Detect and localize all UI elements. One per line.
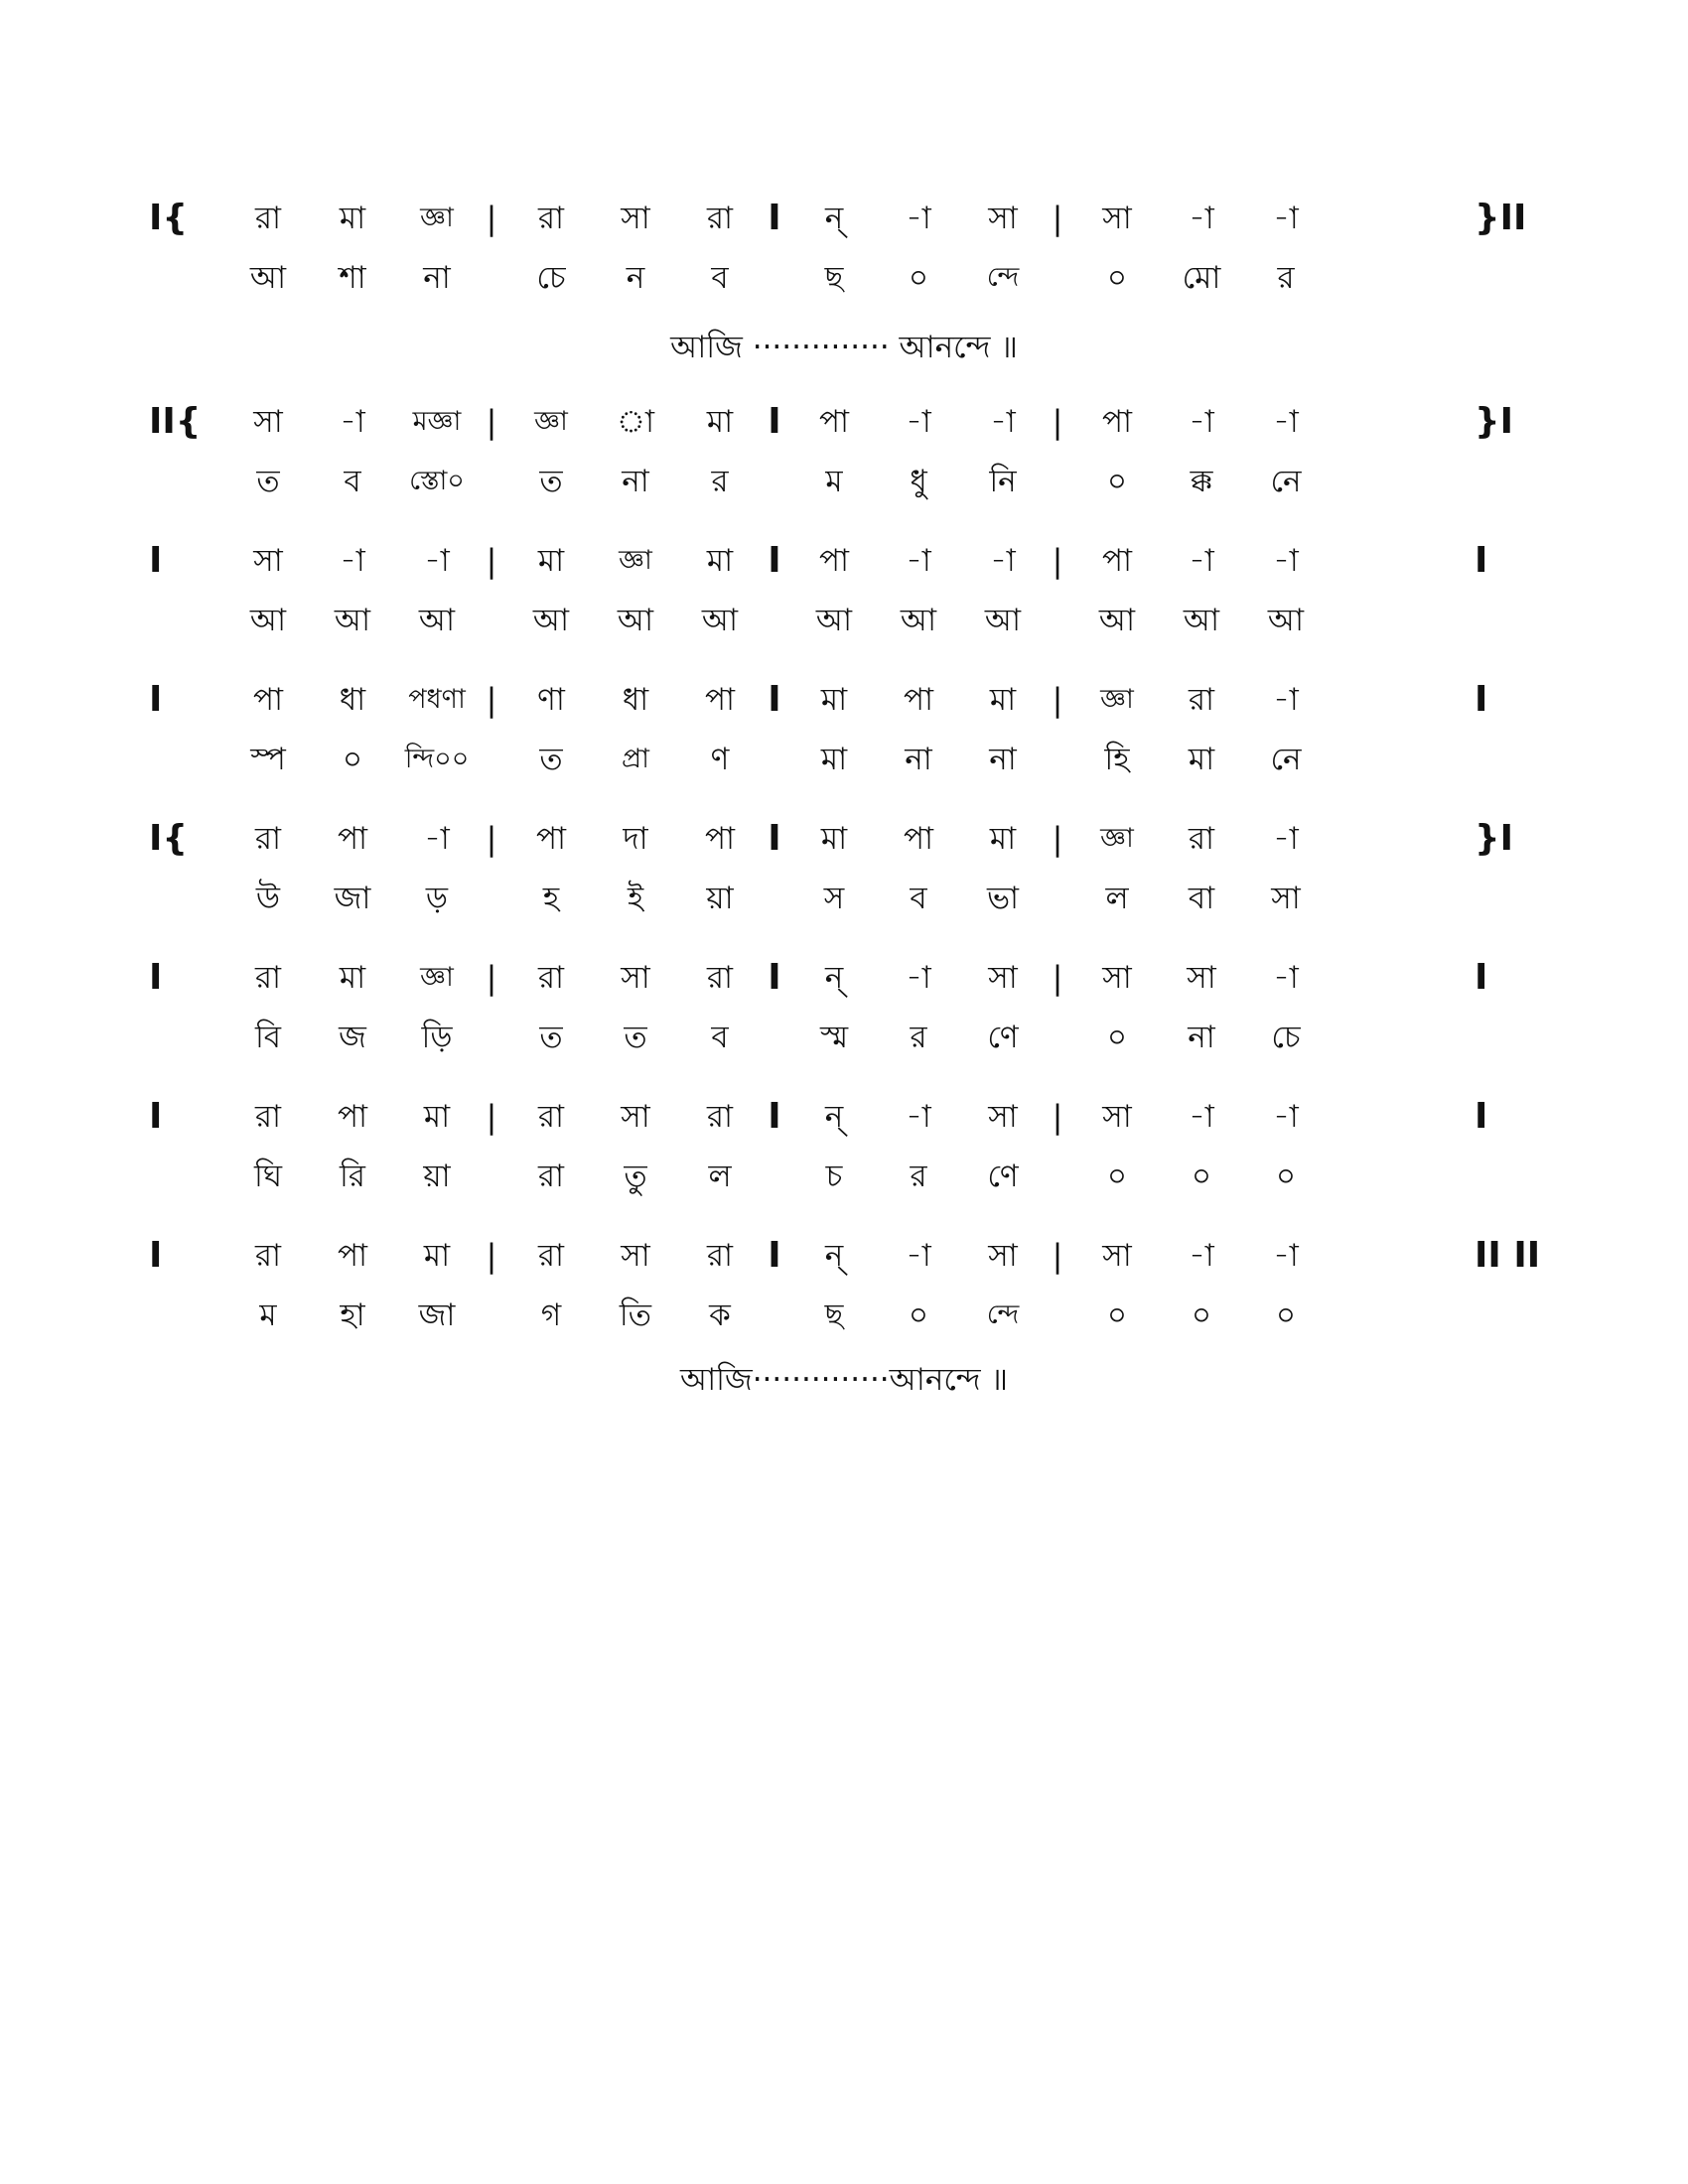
swara-note: -া xyxy=(906,201,931,236)
swara-note: পা xyxy=(818,543,850,579)
swara-note: -া xyxy=(990,404,1016,440)
lyric-syllable: ঘি xyxy=(253,1159,283,1194)
lyric-syllable: ০ xyxy=(1106,464,1128,499)
swara-note: সা xyxy=(988,1099,1018,1135)
lyric-syllable: হ xyxy=(542,881,560,916)
swara-note: -া xyxy=(424,821,450,857)
swara-note: -া xyxy=(906,1099,931,1135)
swara-note: সা xyxy=(253,543,283,579)
swara-note: -া xyxy=(1273,1099,1299,1135)
notation-system-8 xyxy=(149,1226,1539,1345)
swara-note: রা xyxy=(537,960,565,996)
lyric-syllable: য়া xyxy=(423,1159,451,1194)
lyric-row xyxy=(149,591,1539,650)
barline: I xyxy=(768,198,781,238)
lyric-syllable: বা xyxy=(1188,881,1215,916)
swara-note: রা xyxy=(537,1238,565,1274)
barline: I xyxy=(768,540,781,581)
swara-note: রা xyxy=(706,1099,734,1135)
swara-note: রা xyxy=(706,1238,734,1274)
barline: | xyxy=(486,200,497,237)
lyric-syllable: ০ xyxy=(1106,1020,1128,1055)
lyric-syllable: গ xyxy=(540,1297,562,1333)
left-barline-mark: I{ xyxy=(149,818,189,859)
barline: | xyxy=(1052,1237,1063,1275)
barline: | xyxy=(1052,200,1063,237)
lyric-syllable: আ xyxy=(249,260,287,296)
lyric-syllable: ই xyxy=(627,881,644,916)
swara-row xyxy=(149,1226,1539,1286)
lyric-syllable: না xyxy=(905,742,932,777)
swara-note: পা xyxy=(337,821,368,857)
swara-note: মা xyxy=(423,1099,451,1135)
swara-note: -া xyxy=(1273,404,1299,440)
lyric-syllable: ত xyxy=(256,464,280,499)
swara-note: ন্ xyxy=(824,1238,844,1274)
swara-note: রা xyxy=(706,201,734,236)
swara-note: পা xyxy=(252,682,284,718)
lyric-row xyxy=(149,452,1539,511)
lyric-syllable: ০ xyxy=(1191,1159,1212,1194)
notation-system-1 xyxy=(149,189,1539,308)
lyric-syllable: আ xyxy=(815,603,853,638)
lyric-syllable: ব xyxy=(711,260,729,296)
lyric-syllable: ন্দে xyxy=(986,262,1020,293)
lyric-syllable: ন্দে xyxy=(986,1299,1020,1330)
lyric-syllable: ০ xyxy=(1275,1297,1297,1333)
lyric-syllable: ণ xyxy=(710,742,730,777)
swara-note: মা xyxy=(537,543,565,579)
swara-note: -া xyxy=(1189,201,1214,236)
swara-note: রা xyxy=(254,821,282,857)
lyric-syllable: মা xyxy=(1188,742,1215,777)
swara-note: পা xyxy=(1101,543,1133,579)
left-barline-mark: I{ xyxy=(149,198,189,238)
swara-note: জ্ঞা xyxy=(1100,823,1134,854)
lyric-syllable: চে xyxy=(1271,1020,1301,1055)
swara-row xyxy=(149,670,1539,730)
lyric-syllable: রা xyxy=(537,1159,565,1194)
barline: I xyxy=(768,957,781,998)
notation-system-3 xyxy=(149,531,1539,650)
swara-note: সা xyxy=(253,404,283,440)
swara-note: পা xyxy=(337,1238,368,1274)
lyric-syllable: হি xyxy=(1104,742,1130,777)
lyric-syllable: আ xyxy=(617,603,654,638)
lyric-syllable: ব xyxy=(344,464,361,499)
right-barline-mark: I xyxy=(1475,957,1488,998)
lyric-syllable: নি xyxy=(989,464,1017,499)
lyric-syllable: য়া xyxy=(706,881,734,916)
lyric-syllable: চে xyxy=(536,260,566,296)
lyric-row xyxy=(149,1286,1539,1345)
swara-note: রা xyxy=(1188,682,1215,718)
lyric-row xyxy=(149,248,1539,308)
swara-note: সা xyxy=(988,1238,1018,1274)
swara-note: ধা xyxy=(622,682,649,718)
lyric-syllable: ল xyxy=(1105,881,1129,916)
lyric-syllable: ন্দি০০ xyxy=(404,744,470,774)
swara-note: -া xyxy=(340,543,365,579)
lyric-row xyxy=(149,730,1539,789)
swara-note: সা xyxy=(621,960,650,996)
barline: | xyxy=(486,681,497,719)
lyric-syllable: আ xyxy=(1267,603,1305,638)
lyric-syllable: ছ xyxy=(824,1297,844,1333)
lyric-syllable: স্ম xyxy=(819,1020,849,1055)
lyric-syllable: ০ xyxy=(342,742,363,777)
barline: | xyxy=(486,403,497,441)
lyric-syllable: জ xyxy=(339,1020,366,1055)
lyric-syllable: ত xyxy=(624,1020,647,1055)
swara-note: -া xyxy=(1189,1099,1214,1135)
barline: | xyxy=(486,1098,497,1136)
lyric-syllable: নে xyxy=(1270,464,1302,499)
lyric-syllable: ০ xyxy=(1275,1159,1297,1194)
left-barline-mark: I xyxy=(149,957,163,998)
swara-note: রা xyxy=(254,201,282,236)
barline: | xyxy=(486,1237,497,1275)
swara-note: -া xyxy=(1273,821,1299,857)
barline: | xyxy=(1052,959,1063,997)
lyric-syllable: ম xyxy=(259,1297,277,1333)
left-barline-mark: I xyxy=(149,1096,163,1137)
lyric-syllable: আ xyxy=(532,603,570,638)
lyric-syllable: আ xyxy=(1183,603,1220,638)
swara-note: জ্ঞা xyxy=(420,962,454,993)
swara-note: -া xyxy=(1189,543,1214,579)
swara-row xyxy=(149,189,1539,248)
swara-row xyxy=(149,392,1539,452)
swara-note: পা xyxy=(704,821,736,857)
notation-system-4 xyxy=(149,670,1539,789)
swara-note: -া xyxy=(1273,201,1299,236)
swara-note: া xyxy=(616,404,654,440)
lyric-syllable: মা xyxy=(820,742,848,777)
swara-note: মা xyxy=(989,682,1017,718)
swara-note: ণা xyxy=(537,682,565,718)
swara-note: জ্ঞা xyxy=(534,406,568,437)
lyric-syllable: আ xyxy=(334,603,371,638)
swara-row xyxy=(149,531,1539,591)
swara-note: -া xyxy=(906,404,931,440)
swara-note: রা xyxy=(254,1099,282,1135)
swara-note: রা xyxy=(537,201,565,236)
lyric-syllable: র xyxy=(1277,260,1295,296)
lyric-syllable: উ xyxy=(255,881,281,916)
lyric-syllable: প্রা xyxy=(622,744,649,774)
swara-row xyxy=(149,809,1539,869)
lyric-syllable: ল xyxy=(708,1159,732,1194)
lyric-syllable: ম xyxy=(825,464,843,499)
lyric-syllable: র xyxy=(711,464,729,499)
right-barline-mark: I xyxy=(1475,1096,1488,1137)
notation-system-6 xyxy=(149,948,1539,1067)
swara-note: সা xyxy=(621,1099,650,1135)
barline: I xyxy=(768,818,781,859)
swara-note: পা xyxy=(1101,404,1133,440)
left-barline-mark: I xyxy=(149,540,163,581)
swara-note: রা xyxy=(706,960,734,996)
lyric-syllable: আ xyxy=(249,603,287,638)
lyric-syllable: আ xyxy=(900,603,937,638)
lyric-syllable: ণে xyxy=(987,1020,1019,1055)
barline: | xyxy=(486,820,497,858)
lyric-syllable: না xyxy=(1188,1020,1215,1055)
left-barline-mark: I xyxy=(149,1235,163,1276)
swara-note: সা xyxy=(1102,201,1132,236)
swara-note: ন্ xyxy=(824,1099,844,1135)
lyric-syllable: চ xyxy=(825,1159,843,1194)
barline: I xyxy=(768,1096,781,1137)
lyric-syllable: আ xyxy=(984,603,1022,638)
swara-note: ন্ xyxy=(824,201,844,236)
swara-note: মা xyxy=(339,201,366,236)
lyric-syllable: ড় xyxy=(425,881,449,916)
right-barline-mark: }I xyxy=(1475,401,1514,442)
lyric-syllable: ত xyxy=(539,742,563,777)
lyric-syllable: না xyxy=(423,260,451,296)
swara-note: ধা xyxy=(339,682,366,718)
lyric-syllable: ০ xyxy=(1106,1159,1128,1194)
refrain-line-2: আজি··············আনন্দে ॥ xyxy=(679,1362,1009,1398)
swara-note: জ্ঞা xyxy=(1100,684,1134,715)
lyric-syllable: জা xyxy=(334,881,371,916)
lyric-syllable: ছ xyxy=(824,260,844,296)
barline: I xyxy=(768,401,781,442)
swara-note: -া xyxy=(1273,682,1299,718)
lyric-syllable: ০ xyxy=(1106,260,1128,296)
swara-note: -া xyxy=(1273,543,1299,579)
barline: | xyxy=(486,542,497,580)
swara-note: পা xyxy=(818,404,850,440)
lyric-syllable: ভা xyxy=(986,881,1020,916)
swara-note: জ্ঞা xyxy=(420,203,454,233)
lyric-syllable: ণে xyxy=(987,1159,1019,1194)
swara-note: সা xyxy=(1102,1099,1132,1135)
right-barline-mark: }II xyxy=(1475,198,1527,238)
swara-note: -া xyxy=(906,1238,931,1274)
swara-note: -া xyxy=(906,960,931,996)
lyric-syllable: সা xyxy=(1271,881,1301,916)
swara-note: পা xyxy=(337,1099,368,1135)
swara-note: পা xyxy=(535,821,567,857)
swara-note: মা xyxy=(339,960,366,996)
lyric-syllable: ব xyxy=(910,881,927,916)
lyric-syllable: ব xyxy=(711,1020,729,1055)
swara-note: পা xyxy=(903,682,934,718)
right-barline-mark: }I xyxy=(1475,818,1514,859)
lyric-syllable: ০ xyxy=(908,1297,929,1333)
lyric-syllable: না xyxy=(989,742,1017,777)
notation-system-7 xyxy=(149,1087,1539,1206)
left-barline-mark: II{ xyxy=(149,401,202,442)
lyric-syllable: ক xyxy=(709,1297,731,1333)
lyric-row xyxy=(149,1147,1539,1206)
swara-note: মা xyxy=(423,1238,451,1274)
right-barline-mark: II II xyxy=(1475,1235,1541,1276)
right-barline-mark: I xyxy=(1475,540,1488,581)
lyric-syllable: হা xyxy=(340,1297,365,1333)
swara-row xyxy=(149,948,1539,1008)
swara-note: -া xyxy=(340,404,365,440)
right-barline-mark: I xyxy=(1475,679,1488,720)
left-barline-mark: I xyxy=(149,679,163,720)
swara-note: সা xyxy=(988,960,1018,996)
swara-note: মা xyxy=(706,404,734,440)
lyric-syllable: ০ xyxy=(1106,1297,1128,1333)
swara-note: মা xyxy=(820,821,848,857)
lyric-syllable: না xyxy=(622,464,649,499)
lyric-syllable: তি xyxy=(619,1297,652,1333)
swara-note: -া xyxy=(906,543,931,579)
lyric-syllable: ধু xyxy=(910,464,927,499)
lyric-syllable: স xyxy=(823,881,845,916)
lyric-syllable: তু xyxy=(624,1159,647,1194)
swara-note: -া xyxy=(1189,404,1214,440)
swara-note: দা xyxy=(623,821,648,857)
lyric-syllable: ত xyxy=(539,464,563,499)
swara-note: সা xyxy=(988,201,1018,236)
barline: | xyxy=(1052,681,1063,719)
lyric-syllable: ড়ি xyxy=(421,1020,453,1055)
swara-note: ন্ xyxy=(824,960,844,996)
swara-note: পা xyxy=(903,821,934,857)
swara-note: রা xyxy=(537,1099,565,1135)
swara-note: রা xyxy=(254,960,282,996)
barline: | xyxy=(1052,1098,1063,1136)
barline: | xyxy=(1052,403,1063,441)
lyric-syllable: আ xyxy=(701,603,739,638)
lyric-syllable: জা xyxy=(418,1297,456,1333)
lyric-syllable: নে xyxy=(1270,742,1302,777)
swara-note: -া xyxy=(1273,1238,1299,1274)
swara-note: সা xyxy=(621,1238,650,1274)
lyric-syllable: র xyxy=(910,1159,927,1194)
swara-note: মা xyxy=(820,682,848,718)
lyric-syllable: বি xyxy=(254,1020,282,1055)
lyric-syllable: স্তো০ xyxy=(409,466,465,496)
barline: I xyxy=(768,1235,781,1276)
refrain-line-1: আজি ·············· আনন্দে ॥ xyxy=(670,330,1018,365)
lyric-syllable: ন xyxy=(626,260,645,296)
lyric-syllable: ক্ক xyxy=(1190,464,1213,499)
lyric-syllable: শা xyxy=(339,260,366,296)
lyric-syllable: মো xyxy=(1182,260,1221,296)
swara-note: -া xyxy=(990,543,1016,579)
swara-note: জ্ঞা xyxy=(619,545,652,576)
swara-note: পধণা xyxy=(408,684,466,715)
swara-note: রা xyxy=(254,1238,282,1274)
lyric-syllable: ত xyxy=(539,1020,563,1055)
notation-system-2 xyxy=(149,392,1539,511)
swara-note: সা xyxy=(1102,1238,1132,1274)
swara-note: সা xyxy=(621,201,650,236)
lyric-row xyxy=(149,1008,1539,1067)
swara-note: মজ্ঞা xyxy=(412,406,462,437)
barline: | xyxy=(486,959,497,997)
lyric-syllable: আ xyxy=(1098,603,1136,638)
barline: I xyxy=(768,679,781,720)
barline: | xyxy=(1052,820,1063,858)
swara-row xyxy=(149,1087,1539,1147)
lyric-syllable: ০ xyxy=(1191,1297,1212,1333)
swara-note: -া xyxy=(1273,960,1299,996)
lyric-syllable: রি xyxy=(340,1159,365,1194)
lyric-syllable: র xyxy=(910,1020,927,1055)
swara-note: -া xyxy=(424,543,450,579)
swara-note: রা xyxy=(1188,821,1215,857)
swara-note: পা xyxy=(704,682,736,718)
barline: | xyxy=(1052,542,1063,580)
swara-note: মা xyxy=(706,543,734,579)
swara-note: সা xyxy=(1102,960,1132,996)
lyric-syllable: আ xyxy=(418,603,456,638)
lyric-syllable: স্প xyxy=(250,742,286,777)
swara-note: -া xyxy=(1189,1238,1214,1274)
notation-system-5 xyxy=(149,809,1539,928)
swara-note: সা xyxy=(1187,960,1216,996)
lyric-row xyxy=(149,869,1539,928)
swara-note: মা xyxy=(989,821,1017,857)
lyric-syllable: ০ xyxy=(908,260,929,296)
